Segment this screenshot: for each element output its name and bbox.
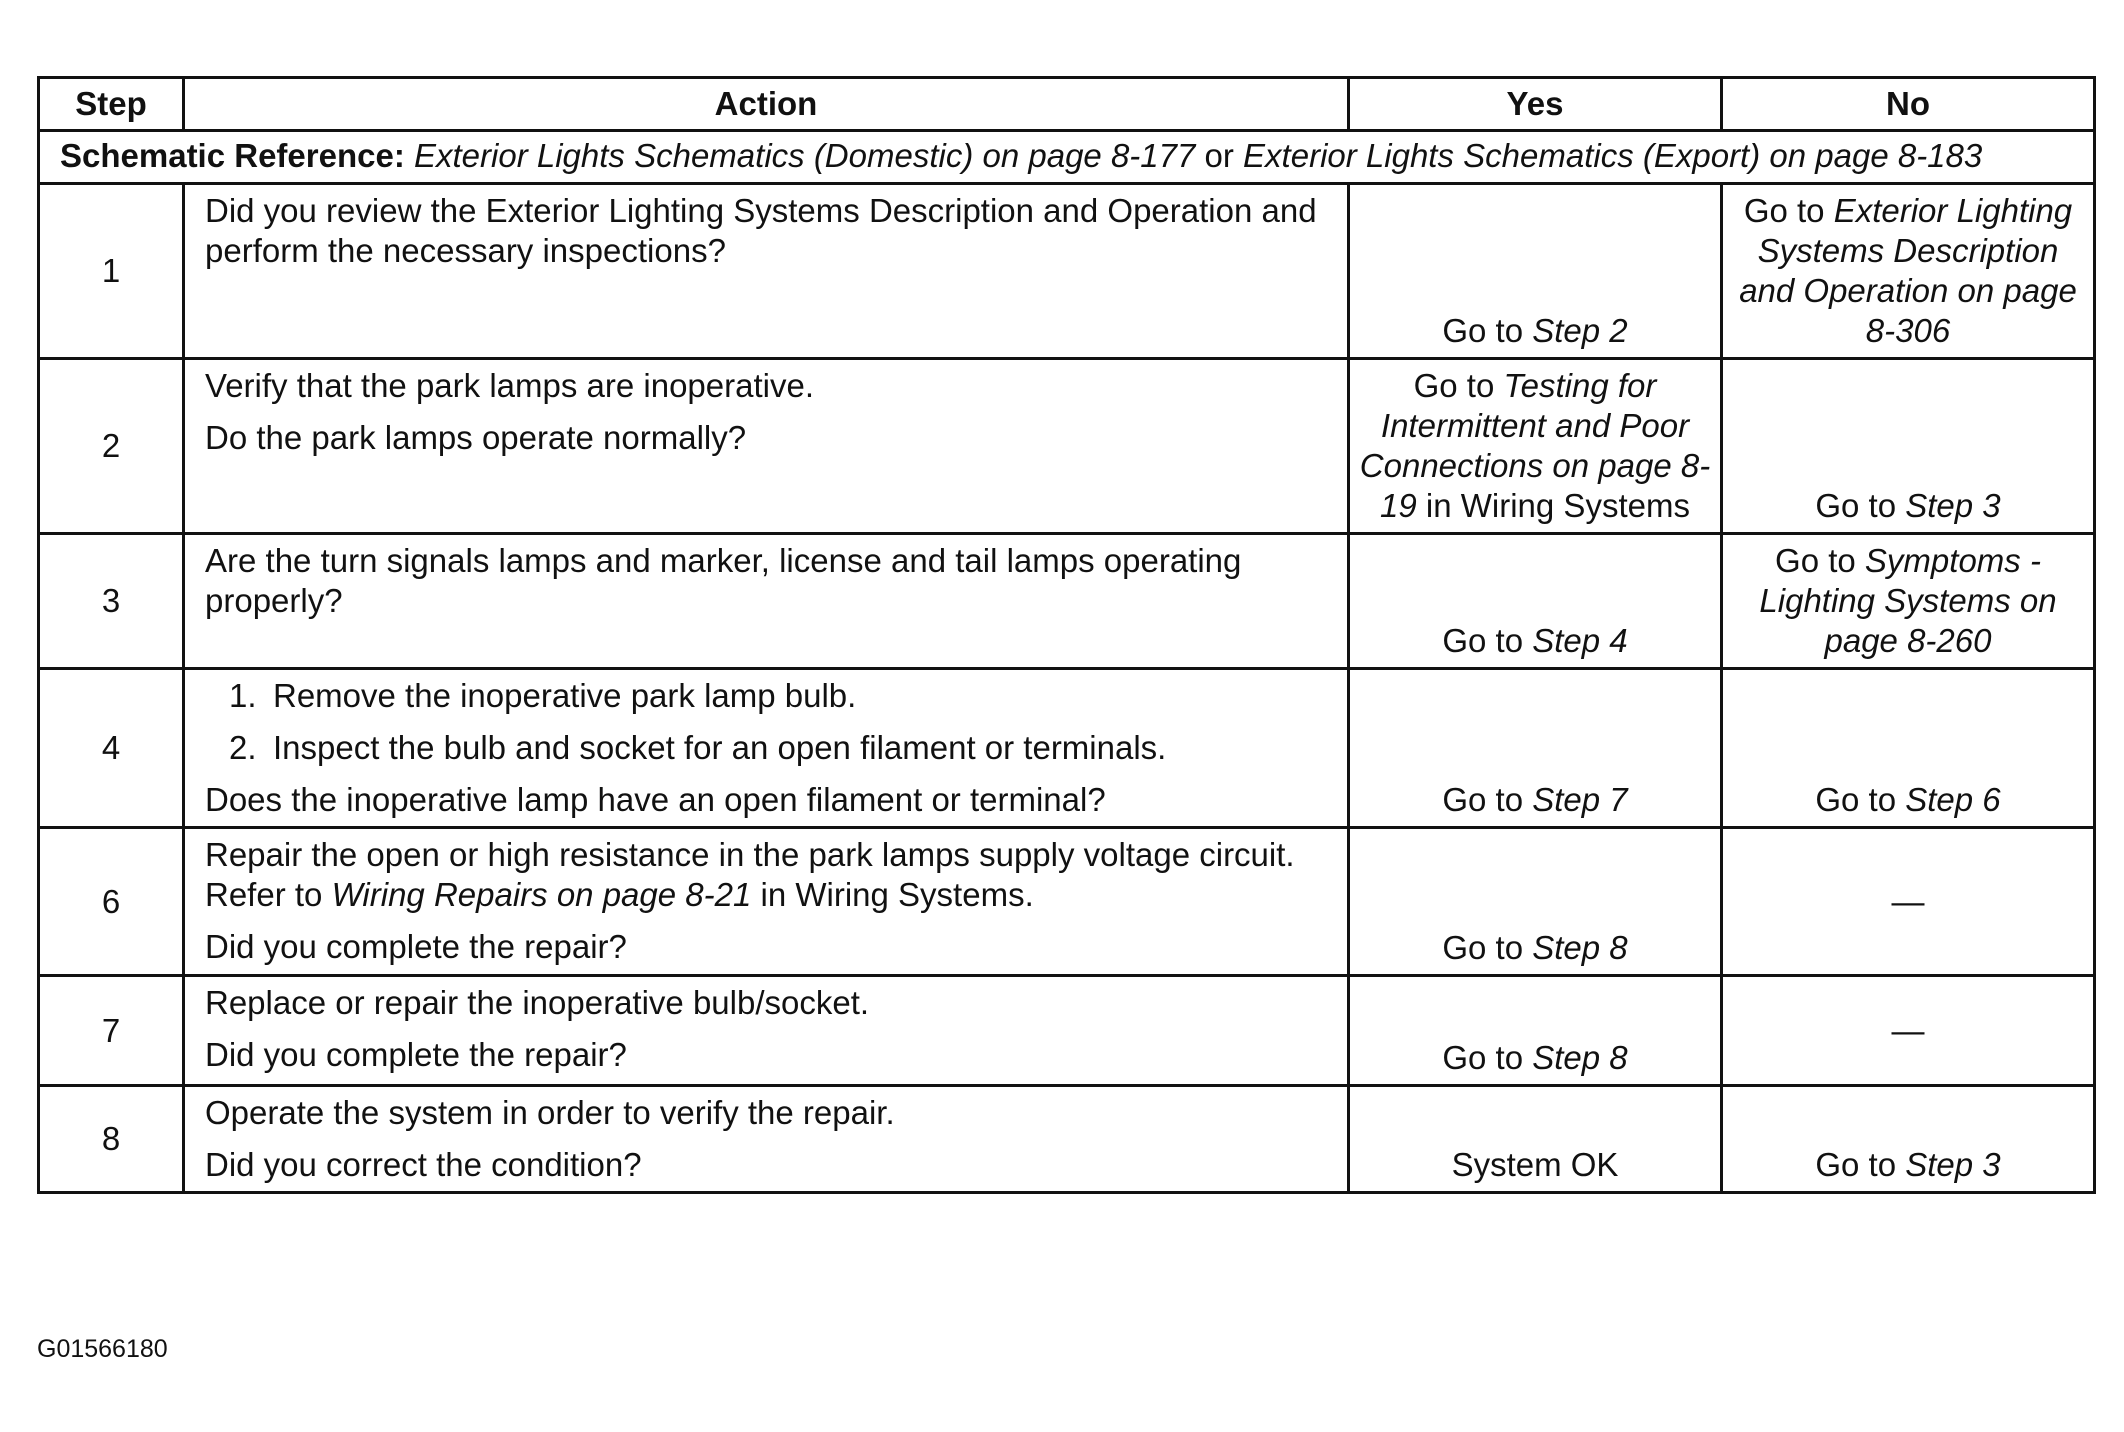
no-cell	[1722, 669, 2095, 828]
table-row	[39, 184, 2095, 359]
go-to-text: Go to	[1413, 367, 1495, 404]
yes-link[interactable]: Step 7	[1532, 781, 1628, 818]
yes-link[interactable]: Step 8	[1532, 1039, 1628, 1076]
header-row	[39, 78, 2095, 131]
go-to-text: Go to	[1442, 781, 1524, 818]
step-number: 4	[39, 669, 184, 828]
yes-cell	[1349, 669, 1722, 828]
go-to-text: Go to	[1743, 192, 1825, 229]
schematic-reference-connector: or	[1204, 137, 1234, 174]
yes-link[interactable]: Step 2	[1532, 312, 1628, 349]
go-to-text: Go to	[1442, 929, 1524, 966]
yes-cell	[1349, 184, 1722, 359]
step-number: 2	[39, 359, 184, 534]
action-text: Verify that the park lamps are inoperative.	[205, 367, 814, 404]
yes-cell	[1349, 828, 1722, 976]
go-to-text: Go to	[1815, 781, 1897, 818]
table-row	[39, 359, 2095, 534]
action-text	[205, 835, 1327, 915]
go-to-text: Go to	[1775, 542, 1856, 579]
figure-id: G01566180	[37, 1335, 168, 1363]
action-text-a: Repair the open or high resistance in the park lamps supply voltage circuit. Refer to	[205, 836, 1295, 913]
list-item	[229, 728, 1327, 768]
go-to-text: Go to	[1442, 622, 1524, 659]
diagnostic-table	[37, 76, 2096, 1194]
action-question: Did you complete the repair?	[205, 1036, 627, 1073]
schematic-link-export[interactable]: Exterior Lights Schematics (Export) on page 8-183	[1243, 137, 1983, 174]
action-question: Does the inoperative lamp have an open filament or terminal?	[205, 781, 1106, 818]
no-cell	[1722, 1086, 2095, 1193]
action-list	[205, 676, 1327, 768]
step-number: 1	[39, 184, 184, 359]
no-link[interactable]: Step 3	[1905, 1146, 2001, 1183]
step-number: 7	[39, 976, 184, 1086]
go-to-text: Go to	[1442, 1039, 1524, 1076]
action-question: Did you correct the condition?	[205, 1146, 642, 1183]
action-text: Replace or repair the inoperative bulb/socket.	[205, 984, 870, 1021]
header-yes: Yes	[1349, 78, 1722, 131]
no-cell: —	[1722, 828, 2095, 976]
list-text: Inspect the bulb and socket for an open filament or terminals.	[273, 729, 1167, 766]
yes-cell: System OK	[1349, 1086, 1722, 1193]
table-row	[39, 669, 2095, 828]
yes-cell	[1349, 534, 1722, 669]
diagnostic-table-container	[37, 76, 2093, 1194]
action-cell	[184, 359, 1349, 534]
schematic-reference-label: Schematic Reference:	[60, 137, 405, 174]
no-link[interactable]: Step 3	[1905, 487, 2001, 524]
action-text-b: in Wiring Systems.	[760, 876, 1034, 913]
schematic-reference	[39, 131, 2095, 184]
yes-cell	[1349, 359, 1722, 534]
table-row	[39, 1086, 2095, 1193]
action-text: Did you review the Exterior Lighting Systems Description and Operation and perform the necessary inspections?	[205, 192, 1317, 269]
header-action: Action	[184, 78, 1349, 131]
go-to-text: Go to	[1442, 312, 1524, 349]
action-link[interactable]: Wiring Repairs on page 8-21	[331, 876, 752, 913]
action-cell	[184, 534, 1349, 669]
no-cell	[1722, 359, 2095, 534]
action-text: Are the turn signals lamps and marker, license and tail lamps operating properly?	[205, 542, 1242, 619]
list-number: 2.	[229, 729, 257, 766]
action-cell	[184, 976, 1349, 1086]
yes-suffix: in Wiring Systems	[1425, 487, 1690, 524]
action-cell	[184, 184, 1349, 359]
yes-link[interactable]: Step 4	[1532, 622, 1628, 659]
action-cell	[184, 828, 1349, 976]
go-to-text: Go to	[1815, 1146, 1897, 1183]
step-number: 8	[39, 1086, 184, 1193]
no-link[interactable]: Exterior Lighting Systems Description and Operation on page 8-306	[1739, 192, 2077, 349]
action-cell	[184, 1086, 1349, 1193]
header-step: Step	[39, 78, 184, 131]
action-text: Operate the system in order to verify the repair.	[205, 1094, 895, 1131]
schematic-reference-row	[39, 131, 2095, 184]
no-cell	[1722, 184, 2095, 359]
yes-link[interactable]: Step 8	[1532, 929, 1628, 966]
no-link[interactable]: Symptoms - Lighting Systems on page 8-260	[1759, 542, 2057, 659]
no-link[interactable]: Step 6	[1905, 781, 2001, 818]
go-to-text: Go to	[1815, 487, 1897, 524]
list-text: Remove the inoperative park lamp bulb.	[273, 677, 857, 714]
action-question: Do the park lamps operate normally?	[205, 419, 747, 456]
table-row	[39, 828, 2095, 976]
table-row	[39, 976, 2095, 1086]
list-item	[229, 676, 1327, 716]
no-cell	[1722, 534, 2095, 669]
no-cell: —	[1722, 976, 2095, 1086]
action-question: Did you complete the repair?	[205, 928, 627, 965]
yes-link[interactable]: Testing for Intermittent and Poor Connections on page 8-19	[1359, 367, 1711, 524]
yes-cell	[1349, 976, 1722, 1086]
action-cell	[184, 669, 1349, 828]
step-number: 6	[39, 828, 184, 976]
schematic-link-domestic[interactable]: Exterior Lights Schematics (Domestic) on page 8-177	[414, 137, 1196, 174]
table-row	[39, 534, 2095, 669]
header-no: No	[1722, 78, 2095, 131]
step-number: 3	[39, 534, 184, 669]
list-number: 1.	[229, 677, 257, 714]
